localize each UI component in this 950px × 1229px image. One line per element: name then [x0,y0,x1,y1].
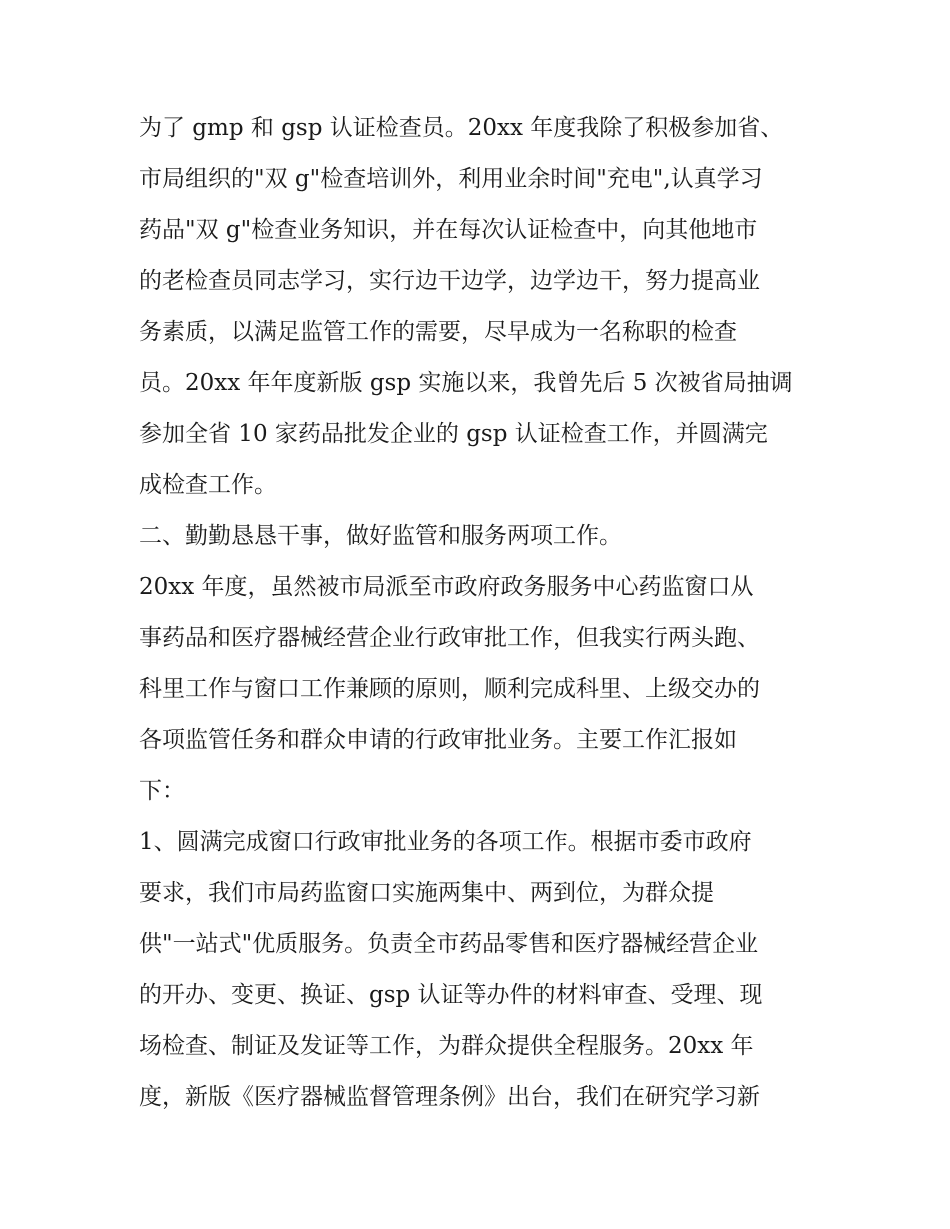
text-line: 的老检查员同志学习，实行边干边学，边学边干，努力提高业 [139,268,760,294]
text-line: 20xx 年度，虽然被市局派至市政府政务服务中心药监窗口从 [139,574,754,600]
text-line: 员。20xx 年年度新版 gsp 实施以来，我曾先后 5 次被省局抽调 [139,370,793,396]
text-line: 事药品和医疗器械经营企业行政审批工作，但我实行两头跑、 [139,625,760,651]
text-line: 药品"双 g"检查业务知识，并在每次认证检查中，向其他地市 [139,217,758,243]
text-line: 场检查、制证及发证等工作，为群众提供全程服务。20xx 年 [139,1033,754,1059]
text-line: 为了 gmp 和 gsp 认证检查员。20xx 年度我除了积极参加省、 [139,115,784,141]
body-text [139,103,829,1123]
text-line: 参加全省 10 家药品批发企业的 gsp 认证检查工作，并圆满完 [139,421,768,447]
text-line: 科里工作与窗口工作兼顾的原则，顺利完成科里、上级交办的 [139,676,760,702]
text-line: 下： [139,778,185,804]
numbered-item-line: 1、圆满完成窗口行政审批业务的各项工作。根据市委市政府 [139,829,752,855]
text-line: 各项监管任务和群众申请的行政审批业务。主要工作汇报如 [139,727,737,753]
text-line: 成检查工作。 [139,472,277,498]
text-line: 要求，我们市局药监窗口实施两集中、两到位，为群众提 [139,880,714,906]
text-line: 度，新版《医疗器械监督管理条例》出台，我们在研究学习新 [139,1084,760,1110]
text-line: 供"一站式"优质服务。负责全市药品零售和医疗器械经营企业 [139,931,759,957]
text-line: 市局组织的"双 g"检查培训外，利用业余时间"充电",认真学习 [139,166,763,192]
text-line: 务素质，以满足监管工作的需要，尽早成为一名称职的检查 [139,319,737,345]
section-heading: 二、勤勤恳恳干事，做好监管和服务两项工作。 [139,523,622,549]
text-line: 的开办、变更、换证、gsp 认证等办件的材料审查、受理、现 [139,982,763,1008]
